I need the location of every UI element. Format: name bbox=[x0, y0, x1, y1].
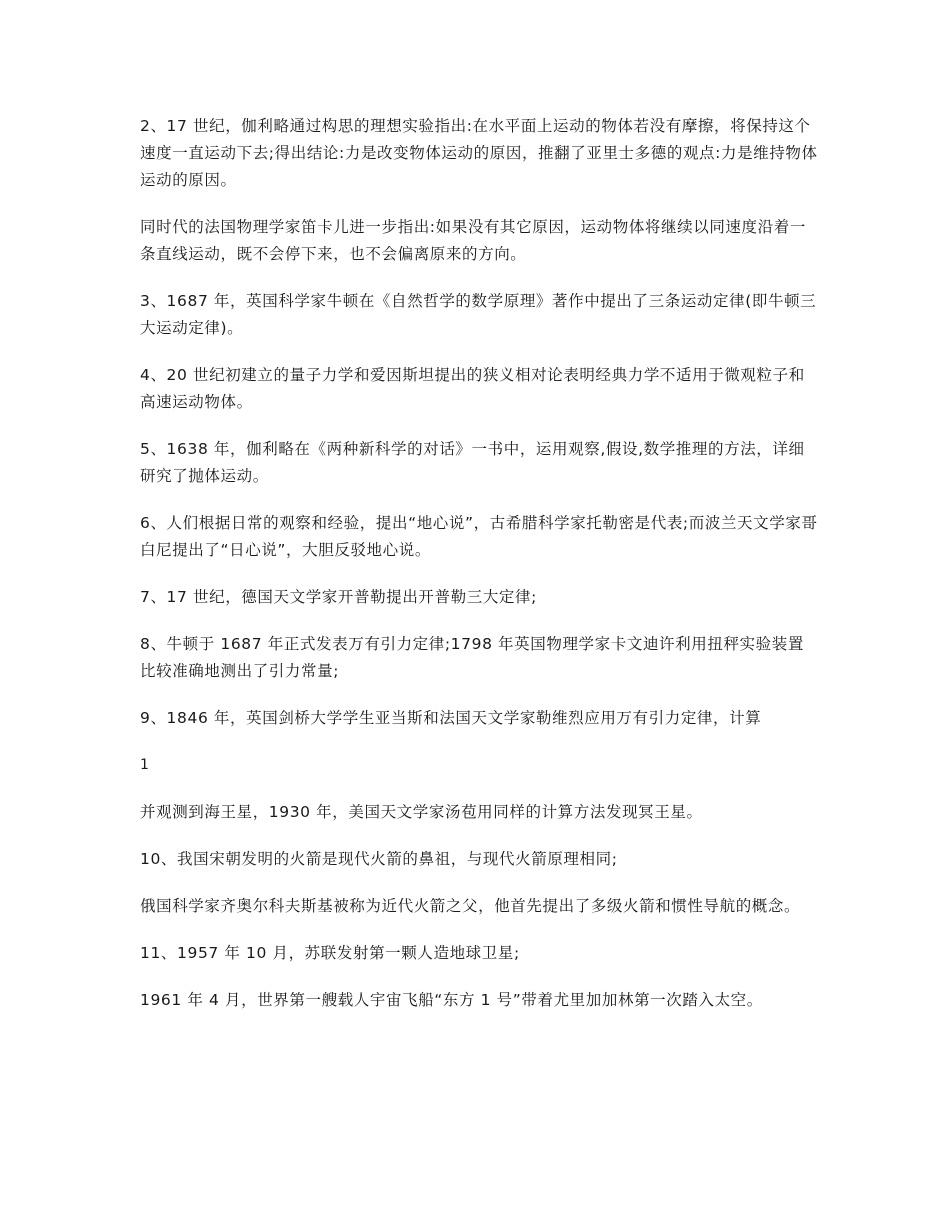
paragraph-9-continued: 并观测到海王星，1930 年，美国天文学家汤苞用同样的计算方法发现冥王星。 bbox=[140, 803, 703, 821]
paragraph-7: 7、17 世纪，德国天文学家开普勒提出开普勒三大定律; bbox=[140, 588, 537, 606]
paragraph-6: 6、人们根据日常的观察和经验，提出“地心说”，古希腊科学家托勒密是代表;而波兰天文学家哥白尼提出了“日心说”，大胆反驳地心说。 bbox=[140, 514, 818, 559]
paragraph-8: 8、牛顿于 1687 年正式发表万有引力定律;1798 年英国物理学家卡文迪许利用扭秤实验装置比较准确地测出了引力常量; bbox=[140, 635, 804, 680]
document-body bbox=[140, 113, 820, 1034]
page-number: 1 bbox=[140, 757, 150, 773]
paragraph-9: 9、1846 年，英国剑桥大学学生亚当斯和法国天文学家勒维烈应用万有引力定律，计算 bbox=[140, 709, 762, 727]
paragraph-tsiolkovsky: 俄国科学家齐奥尔科夫斯基被称为近代火箭之父，他首先提出了多级火箭和惯性导航的概念。 bbox=[140, 897, 801, 915]
paragraph-2: 2、17 世纪，伽利略通过构思的理想实验指出:在水平面上运动的物体若没有摩擦，将保持这个速度一直运动下去;得出结论:力是改变物体运动的原因，推翻了亚里士多德的观点:力是维持物体运动的原因。 bbox=[140, 117, 818, 189]
paragraph-4: 4、20 世纪初建立的量子力学和爱因斯坦提出的狭义相对论表明经典力学不适用于微观粒子和高速运动物体。 bbox=[140, 366, 805, 411]
paragraph-5: 5、1638 年，伽利略在《两种新科学的对话》一书中，运用观察,假设,数学推理的方法，详细研究了抛体运动。 bbox=[140, 440, 805, 485]
paragraph-11: 11、1957 年 10 月，苏联发射第一颗人造地球卫星; bbox=[140, 944, 520, 962]
paragraph-10: 10、我国宋朝发明的火箭是现代火箭的鼻祖，与现代火箭原理相同; bbox=[140, 850, 618, 868]
paragraph-3: 3、1687 年，英国科学家牛顿在《自然哲学的数学原理》著作中提出了三条运动定律(即牛顿三大运动定律)。 bbox=[140, 292, 817, 337]
paragraph-descartes: 同时代的法国物理学家笛卡儿进一步指出:如果没有其它原因，运动物体将继续以同速度沿着一条直线运动，既不会停下来，也不会偏离原来的方向。 bbox=[140, 218, 806, 263]
paragraph-vostok: 1961 年 4 月，世界第一艘载人宇宙飞船“东方 1 号”带着尤里加加林第一次踏入太空。 bbox=[140, 991, 763, 1009]
